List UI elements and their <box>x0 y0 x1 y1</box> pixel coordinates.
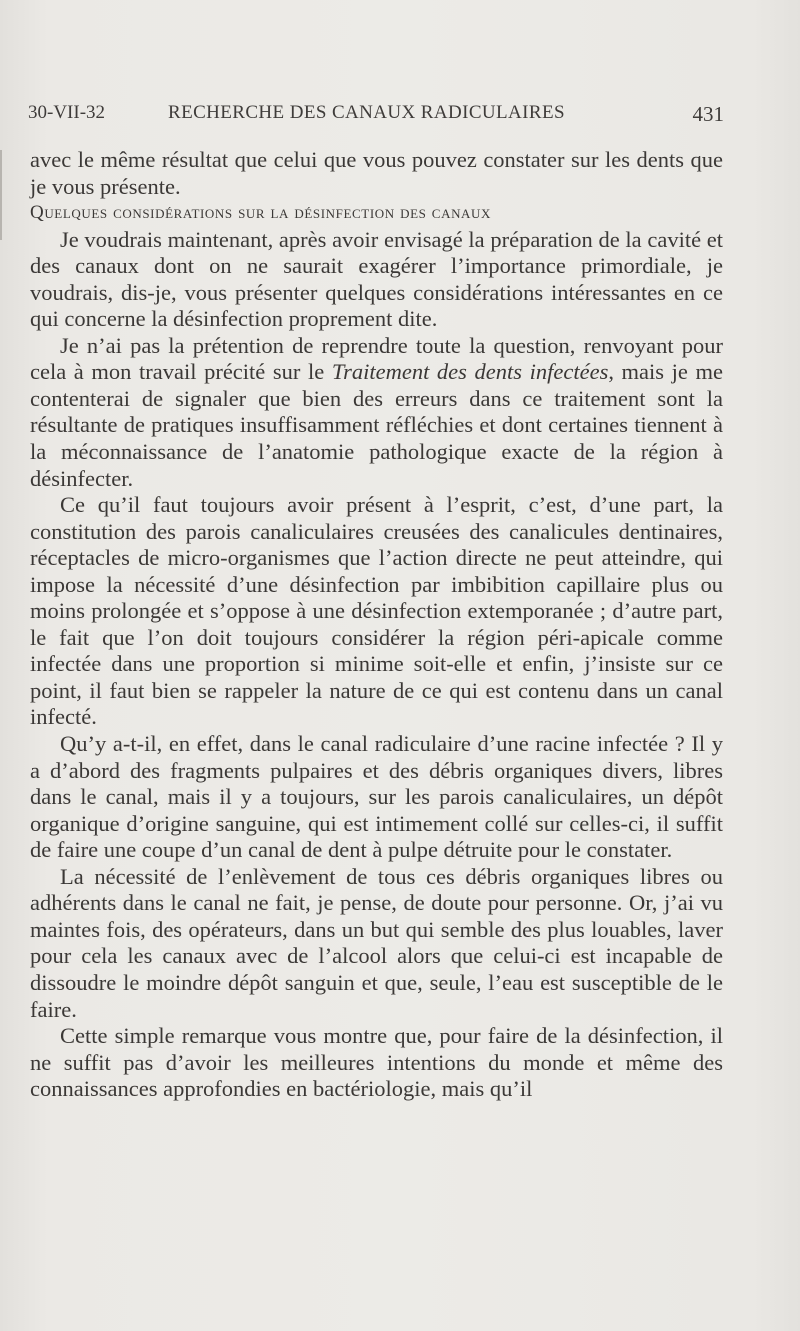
running-title: RECHERCHE DES CANAUX RADICULAIRES <box>168 102 565 123</box>
paragraph: Cette simple remarque vous montre que, pour faire de la désinfection, il ne suffit pas d’avoir les meilleures intentions du monde et même des connaissances approfondies en bactériologie, mais qu’il <box>30 1023 723 1102</box>
page-edge-mark <box>0 150 2 240</box>
paragraph-text: Je n’ai pas la prétention de reprendre toute la question, renvoyant pour cela à mon travail précité sur le <box>30 332 723 385</box>
paragraph: Qu’y a-t-il, en effet, dans le canal radiculaire d’une racine infectée ? Il y a d’abord des fragments pulpaires et des débris organiques divers, libres dans le canal, mais il y a toujours, sur les parois canaliculaires, un dépôt organique d’origine sanguine, qui est intimement collé sur celles-ci, il suffit de faire une coupe d’un canal de dent à pulpe détruite pour le constater. <box>30 731 723 863</box>
section-heading: Quelques considérations sur la désinfection des canaux <box>30 202 492 224</box>
paragraph: avec le même résultat que celui que vous pouvez constater sur les dents que je vous présente. <box>30 147 723 199</box>
page-number: 431 <box>692 102 724 126</box>
body-text <box>30 147 723 1103</box>
cited-title: Traitement des dents infectées <box>331 359 609 385</box>
paragraph <box>30 333 723 492</box>
paragraph: La nécessité de l’enlèvement de tous ces débris organiques libres ou adhérents dans le canal ne fait, je pense, de doute pour personne. Or, j’ai vu maintes fois, des opérateurs, dans un but qui semble des plus louables, laver pour cela les canaux avec de l’alcool alors que celui-ci est incapable de dissoudre le moindre dépôt sanguin et que, seule, l’eau est susceptible de le faire. <box>30 863 723 1022</box>
paragraph-text: , mais je me contenterai de signaler que bien des erreurs dans ce traitement sont la résultante de pratiques insuffisamment réfléchies et dont certaines tiennent à la méconnaissance de l’anatomie pathologique exacte de la région à désinfecter. <box>30 359 723 491</box>
paragraph: Ce qu’il faut toujours avoir présent à l’esprit, c’est, d’une part, la constitution des parois canaliculaires creusées des canalicules dentinaires, réceptacles de micro-organismes que l’action directe ne peut atteindre, qui impose la nécessité d’une désinfection par imbibition capillaire plus ou moins prolongée et s’oppose à une désinfection extemporanée ; d’autre part, le fait que l’on doit toujours considérer la région péri-apicale comme infectée dans une proportion si minime soit-elle et enfin, j’insiste sur ce point, il faut bien se rappeler la nature de ce qui est contenu dans un canal infecté. <box>30 492 723 730</box>
paragraph: Je voudrais maintenant, après avoir envisagé la préparation de la cavité et des canaux dont on ne saurait exagérer l’importance primordiale, je voudrais, dis-je, vous présenter quelques considérations intéressantes en ce qui concerne la désinfection proprement dite. <box>30 226 723 332</box>
header-date: 30-VII-32 <box>28 102 106 123</box>
running-header <box>28 102 724 132</box>
